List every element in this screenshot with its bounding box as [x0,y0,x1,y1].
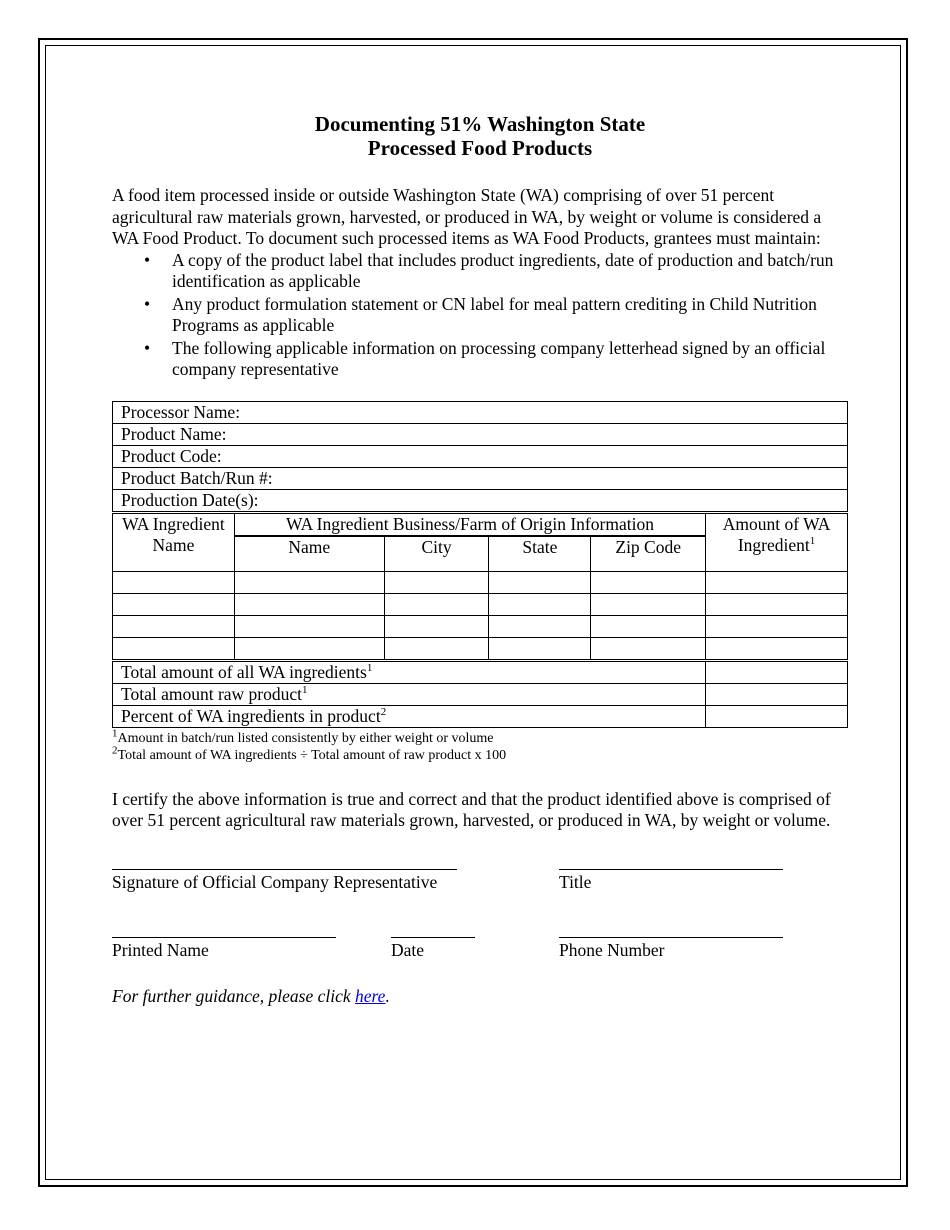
list-item: • A copy of the product label that includes product ingredients, date of production and batch/run identification as applicable [144,249,834,291]
signature-row [112,860,848,920]
table-row [113,593,848,615]
title-line[interactable] [559,869,783,870]
printed-name-label: Printed Name [112,939,209,960]
header-name: Name [234,536,384,572]
processor-name-field[interactable]: Processor Name: [113,401,848,423]
percent-wa-label: Percent of WA ingredients in product$^2$ [113,705,706,727]
title-line-1: Documenting 51% Washington State [314,112,646,136]
total-raw-product-label: Total amount raw product$^1$ [113,683,706,705]
date-label: Date [391,939,425,960]
header-origin-info: WA Ingredient Business/Farm of Origin Information [234,512,705,536]
product-code-field[interactable]: Product Code: [113,445,848,467]
printed-name-row [112,924,848,984]
total-wa-ingredients-value[interactable] [706,660,848,683]
header-state: State [489,536,591,572]
product-name-field[interactable]: Product Name: [113,423,848,445]
requirements-list [112,250,848,381]
percent-wa-value[interactable] [706,705,848,727]
header-zip: Zip Code [591,536,706,572]
printed-name-line[interactable] [112,937,336,938]
header-city: City [384,536,489,572]
production-date-field[interactable]: Production Date(s): [113,489,848,512]
document-title [112,112,848,160]
footnote-1: $^1$Amount in batch/run listed consistently by either weight or volume [112,726,494,746]
footnotes [112,726,848,764]
title-label: Title [559,871,592,892]
total-wa-ingredients-label: Total amount of all WA ingredients$^1$ [113,660,706,683]
product-batch-field[interactable]: Product Batch/Run #: [113,467,848,489]
table-row [113,571,848,593]
intro-paragraph: A food item processed inside or outside Washington State (WA) comprising of over 51 percent agricultural raw materials grown, harvested, or produced in WA, by weight or volume is considered a WA Food Product. To document such processed items as WA Food Products, grantees must maintain: [112,185,822,248]
document-body [112,112,848,1007]
date-line[interactable] [391,937,475,938]
signature-line[interactable] [112,869,457,870]
table-row [113,637,848,660]
header-amount: Amount of WA Ingredient$^1$ [706,512,848,571]
header-wa-ingredient-name: WA Ingredient Name [113,512,235,571]
wa-product-form-table [112,401,848,728]
list-item: • Any product formulation statement or CN label for meal pattern crediting in Child Nutrition Programs as applicable [144,293,817,335]
guidance-link[interactable]: here [355,985,386,1006]
list-item: • The following applicable information on processing company letterhead signed by an official company representative [144,337,826,379]
title-line-2: Processed Food Products [367,136,593,160]
total-raw-product-value[interactable] [706,683,848,705]
phone-label: Phone Number [559,939,665,960]
signature-label: Signature of Official Company Representative [112,871,438,892]
footnote-2: $^2$Total amount of WA ingredients ÷ Total amount of raw product x 100 [112,743,507,763]
table-row [113,615,848,637]
certification-statement: I certify the above information is true and correct and that the product identified above is comprised of over 51 percent agricultural raw materials grown, harvested, or produced in WA, by weight or volume. [112,788,831,830]
phone-line[interactable] [559,937,783,938]
guidance-text: For further guidance, please click here. [112,985,390,1006]
